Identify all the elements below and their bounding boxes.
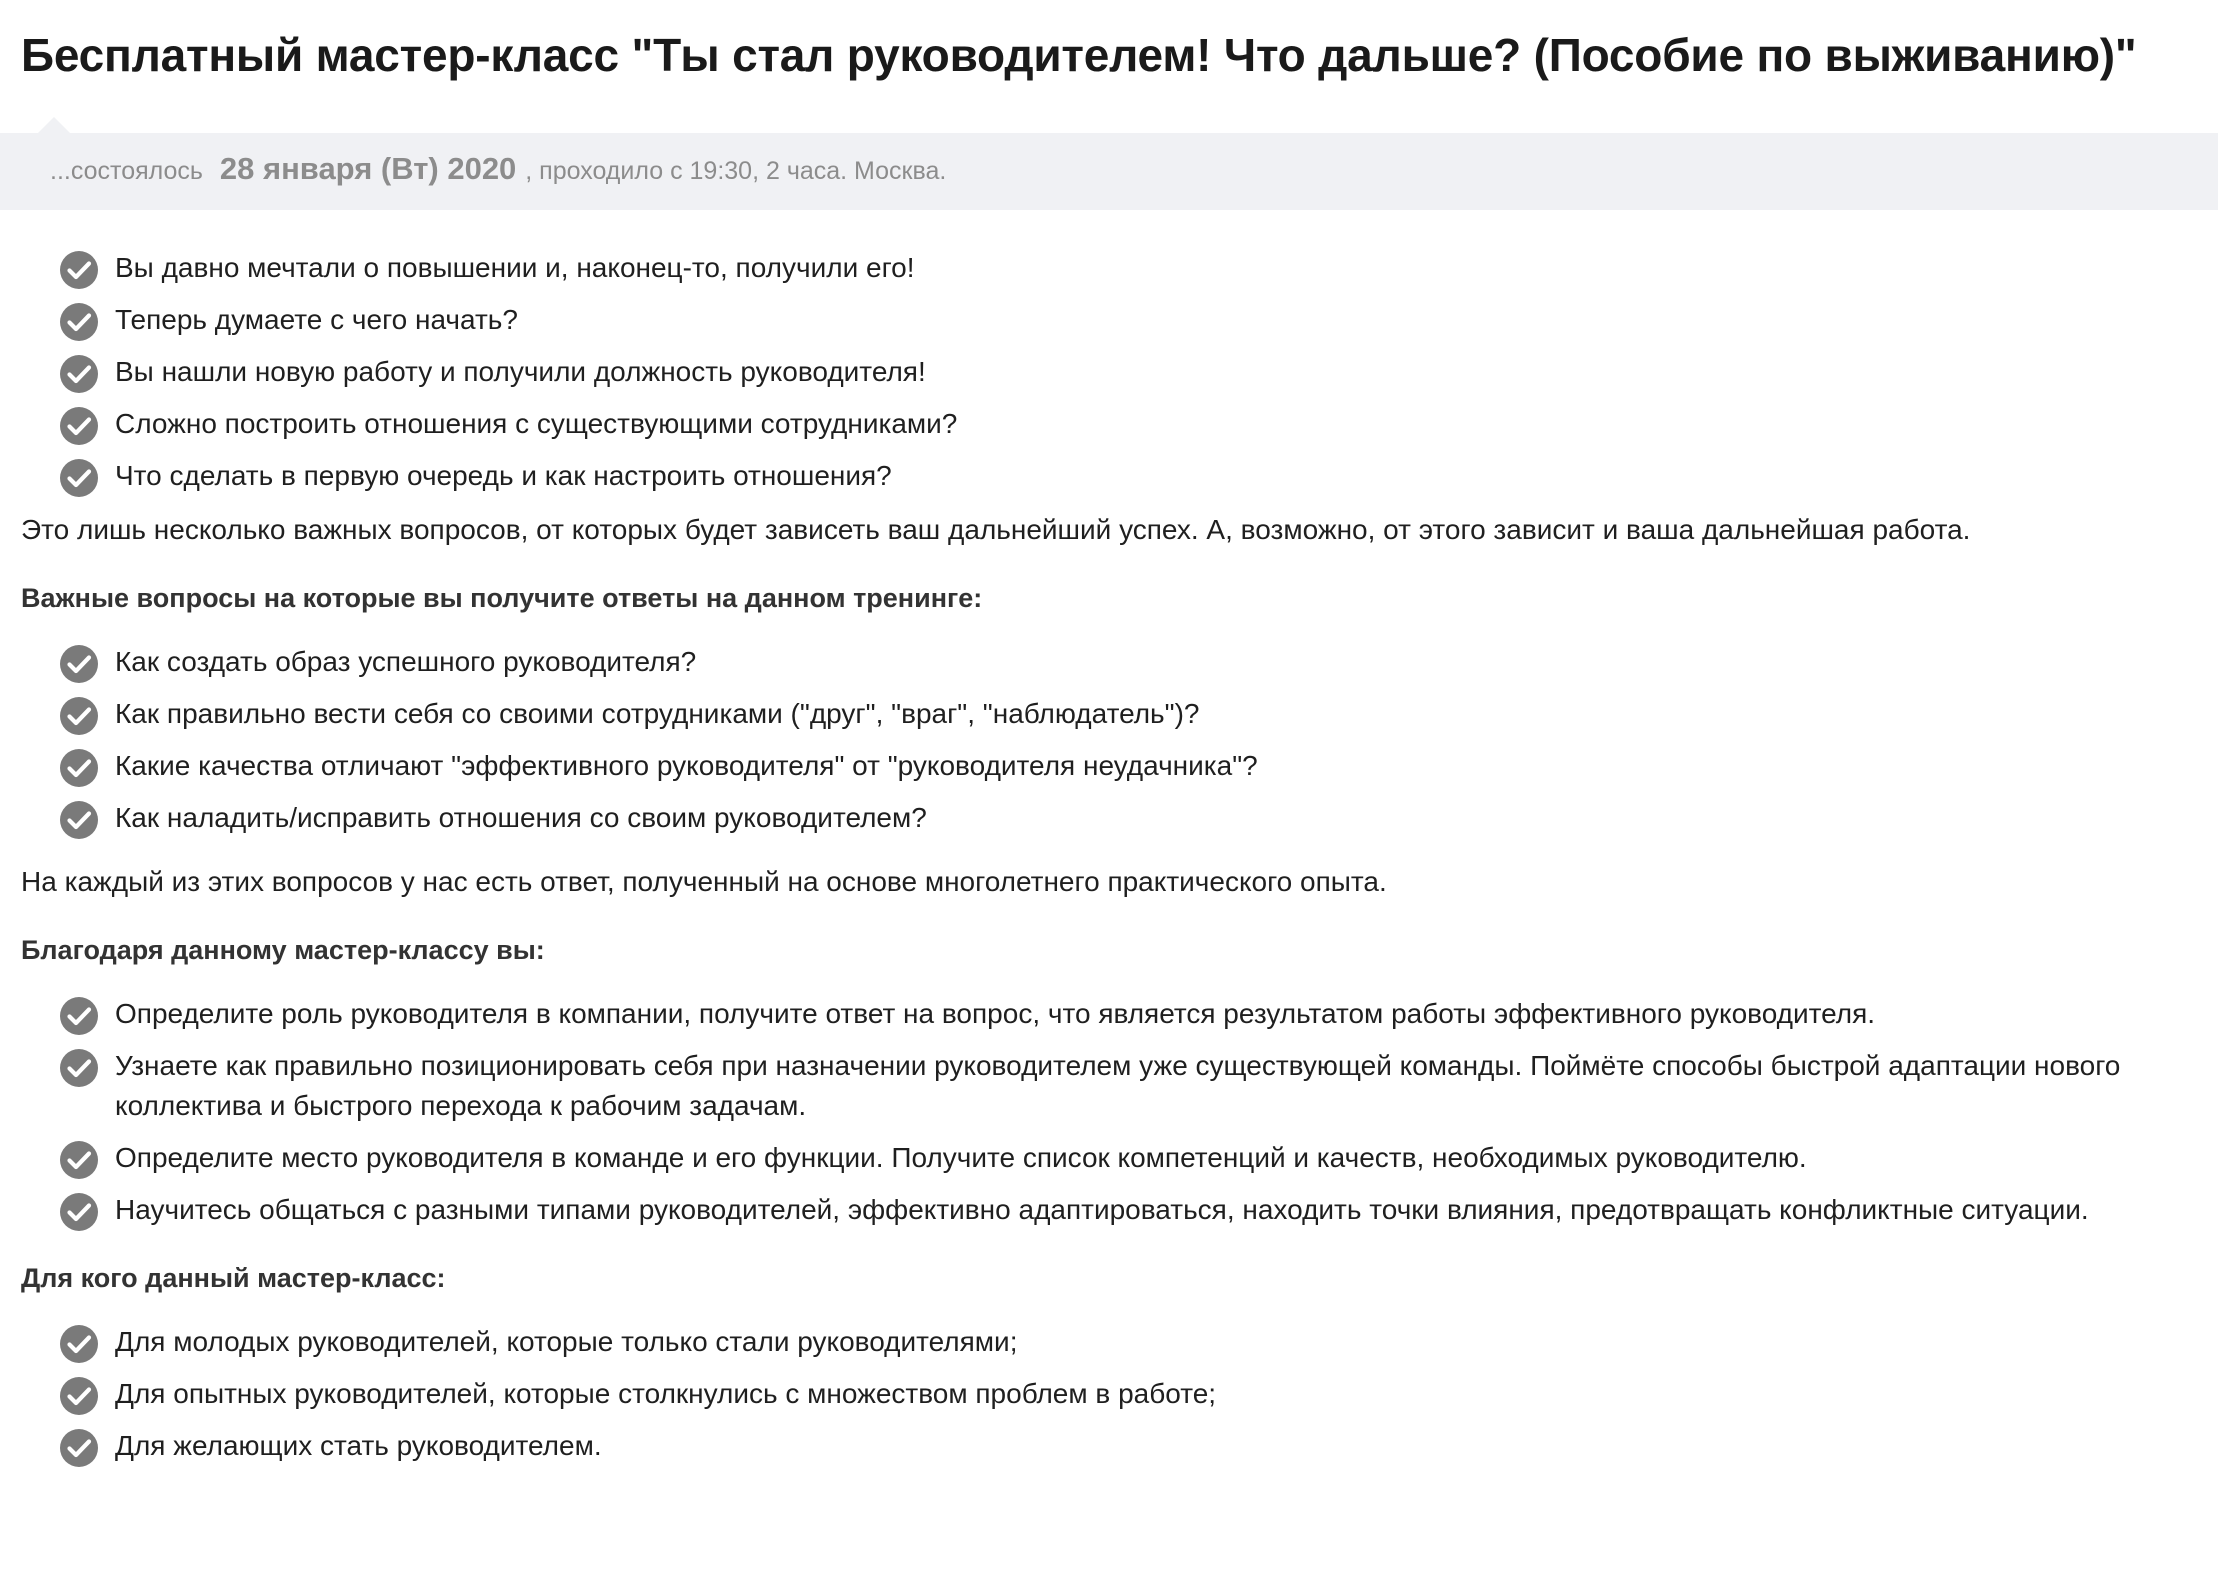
list-item [59, 404, 2201, 444]
list-item [59, 300, 2201, 340]
list-item [59, 746, 2201, 786]
check-circle-icon [59, 354, 99, 394]
meta-details: , проходило с 19:30, 2 часа. Москва. [525, 157, 947, 185]
list-item-text: Научитесь общаться с разными типами руководителей, эффективно адаптироваться, находить точки влияния, предотвращать конфликтные ситуации. [115, 1194, 2089, 1225]
list-item-text: Какие качества отличают "эффективного руководителя" от "руководителя неудачника"? [115, 750, 1258, 781]
list-item [59, 1190, 2201, 1230]
description [21, 248, 2201, 1478]
list-item [59, 248, 2201, 288]
list-item-text: Что сделать в первую очередь и как настроить отношения? [115, 460, 892, 491]
list-item-text: Определите роль руководителя в компании, получите ответ на вопрос, что является результатом работы эффективного руководителя. [115, 998, 1876, 1029]
meta-prefix: ...состоялось [50, 157, 203, 185]
check-circle-icon [59, 250, 99, 290]
list-item-text: Теперь думаете с чего начать? [115, 304, 518, 335]
event-date: 28 января (Вт) 2020 [219, 151, 517, 186]
list-item [59, 694, 2201, 734]
event-meta [50, 151, 946, 187]
list-item [59, 1374, 2201, 1414]
list-item-text: Определите место руководителя в команде и его функции. Получите список компетенций и качеств, необходимых руководителю. [115, 1142, 1807, 1173]
list-item [59, 798, 2201, 838]
intro-paragraph: Это лишь несколько важных вопросов, от которых будет зависеть ваш дальнейший успех. А, возможно, от этого зависит и ваша дальнейшая работа. [21, 514, 1971, 545]
list-item-text: Для молодых руководителей, которые только стали руководителями; [115, 1326, 1018, 1357]
list-item [59, 994, 2201, 1034]
check-circle-icon [59, 1140, 99, 1180]
list-item-text: Для опытных руководителей, которые столкнулись с множеством проблем в работе; [115, 1378, 1217, 1409]
list-item [59, 1138, 2201, 1178]
list-item-text: Как создать образ успешного руководителя? [115, 646, 697, 677]
audience-list [21, 1322, 2201, 1466]
list-item-text: Как наладить/исправить отношения со своим руководителем? [115, 802, 927, 833]
check-circle-icon [59, 696, 99, 736]
questions-heading: Важные вопросы на которые вы получите ответы на данном тренинге: [21, 583, 983, 613]
check-circle-icon [59, 302, 99, 342]
check-circle-icon [59, 748, 99, 788]
list-item [59, 456, 2201, 496]
page-title: Бесплатный мастер-класс "Ты стал руководителем! Что дальше? (Пособие по выживанию)" [21, 29, 2137, 81]
list-item [59, 642, 2201, 682]
list-item-text: Вы давно мечтали о повышении и, наконец-то, получили его! [115, 252, 915, 283]
check-circle-icon [59, 1376, 99, 1416]
event-meta-bar [0, 133, 2218, 210]
list-item-text: Как правильно вести себя со своими сотрудниками ("друг", "враг", "наблюдатель")? [115, 698, 1200, 729]
check-circle-icon [59, 800, 99, 840]
list-item-text: Сложно построить отношения с существующими сотрудниками? [115, 408, 958, 439]
check-circle-icon [59, 1428, 99, 1468]
questions-list [21, 642, 2201, 838]
audience-heading: Для кого данный мастер-класс: [21, 1263, 446, 1293]
check-circle-icon [59, 1192, 99, 1232]
benefits-heading: Благодаря данному мастер-классу вы: [21, 935, 545, 965]
check-circle-icon [59, 644, 99, 684]
answers-paragraph: На каждый из этих вопросов у нас есть ответ, полученный на основе многолетнего практического опыта. [21, 866, 1387, 897]
list-item [59, 1322, 2201, 1362]
check-circle-icon [59, 406, 99, 446]
list-item [59, 1426, 2201, 1466]
list-item [59, 1046, 2201, 1126]
intro-list [21, 248, 2201, 496]
benefits-list [21, 994, 2201, 1230]
check-circle-icon [59, 458, 99, 498]
check-circle-icon [59, 1048, 99, 1088]
list-item-text: Вы нашли новую работу и получили должность руководителя! [115, 356, 926, 387]
check-circle-icon [59, 996, 99, 1036]
list-item-text: Узнаете как правильно позиционировать себя при назначении руководителем уже существующей команды. Поймёте способы быстрой адаптации нового коллектива и быстрого перехода к рабочим задачам. [115, 1050, 2121, 1121]
check-circle-icon [59, 1324, 99, 1364]
list-item [59, 352, 2201, 392]
list-item-text: Для желающих стать руководителем. [115, 1430, 602, 1461]
